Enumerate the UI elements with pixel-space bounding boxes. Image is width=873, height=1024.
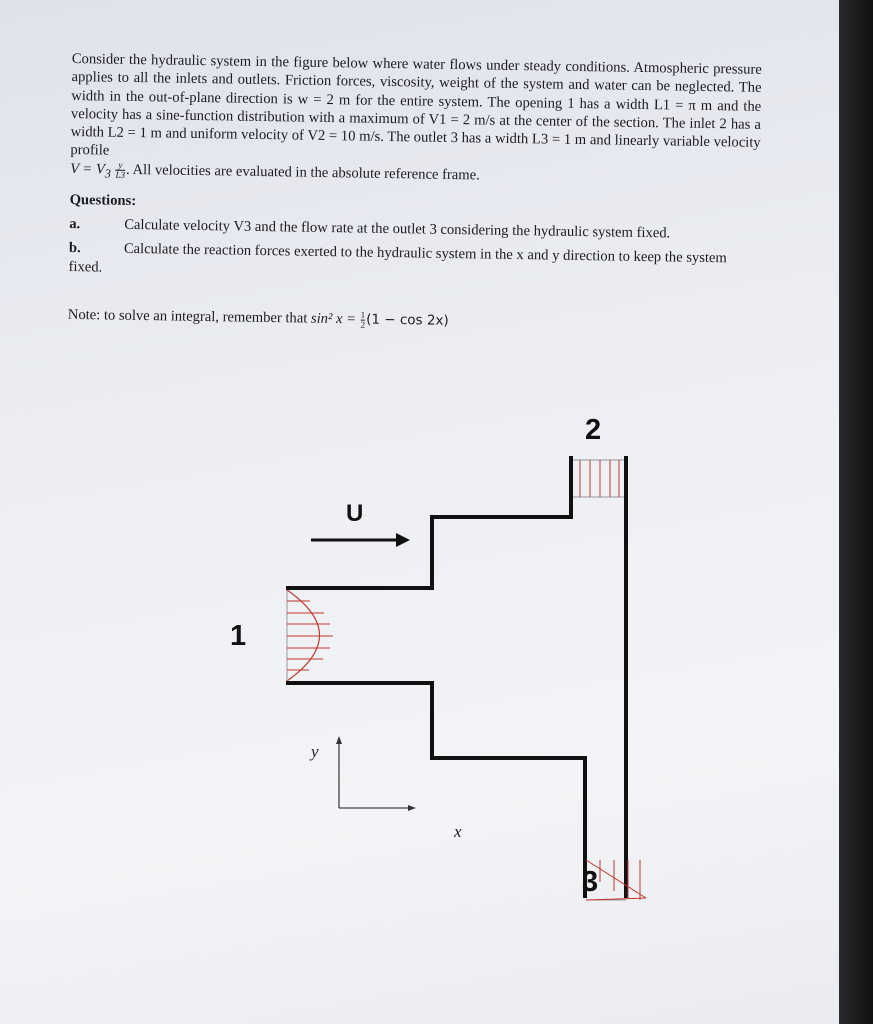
questions-title: Questions: bbox=[69, 191, 137, 210]
inlet2-velocity-profile bbox=[573, 460, 624, 497]
upper-wall bbox=[286, 456, 571, 588]
inlet1-velocity-profile bbox=[287, 590, 333, 681]
coordinate-axes bbox=[336, 736, 416, 811]
intro-line-3: system and water can be neglected. The width in the out-of-plane direction is w = 2 m for the entire bbox=[71, 76, 762, 110]
profile-tail: . All velocities are evaluated in the absolute reference frame. bbox=[125, 161, 480, 184]
question-a-text: Calculate velocity V3 and the flow rate at the outlet 3 considering the hydraulic system fixed. bbox=[124, 216, 671, 242]
intro-line-6: velocity of V2 = 10 m/s. The outlet 3 has a width L3 = 1 m and linearly variable velocity profile bbox=[70, 126, 761, 160]
profile-equation: $V = V_3$ bbox=[70, 160, 111, 181]
question-b-text: Calculate the reaction forces exerted to the hydraulic system in the x and y direction to keep the system fixed. bbox=[68, 241, 727, 276]
lower-wall bbox=[286, 683, 585, 898]
note-fraction: $\frac{1}{2}$ bbox=[360, 309, 366, 330]
intro-line-2: Atmospheric pressure applies to all the inlets and outlets. Friction forces, viscosity, weight of the bbox=[71, 59, 762, 93]
axis-x-label: x bbox=[454, 822, 462, 841]
note-lhs: sin² x = bbox=[310, 310, 357, 328]
profile-fraction: $\frac{y}{L3}$ bbox=[115, 159, 126, 180]
intro-line-5: a maximum of V1 = 2 m/s at the center of the section. The inlet 2 has a width L2 = 1 m and uniform bbox=[70, 110, 762, 143]
axis-y-label: y bbox=[311, 742, 319, 761]
note-rhs: (1 − cos 2x) bbox=[366, 311, 449, 329]
question-b-label: b. bbox=[68, 240, 81, 257]
u-arrow bbox=[311, 533, 410, 547]
label-outlet-3: 3 bbox=[582, 866, 599, 898]
note-prefix: Note: to solve an integral, remember that bbox=[67, 306, 312, 327]
label-inlet-2: 2 bbox=[585, 414, 602, 446]
question-a-label: a. bbox=[69, 215, 81, 233]
label-inlet-1: 1 bbox=[230, 620, 247, 652]
intro-line-1: Consider the hydraulic system in the figure below where water flows under steady conditions. bbox=[71, 50, 630, 76]
label-u: U bbox=[346, 500, 364, 527]
intro-line-4: system. The opening 1 has a width L1 = π m and the velocity has a sine-function distribution with bbox=[70, 93, 762, 127]
